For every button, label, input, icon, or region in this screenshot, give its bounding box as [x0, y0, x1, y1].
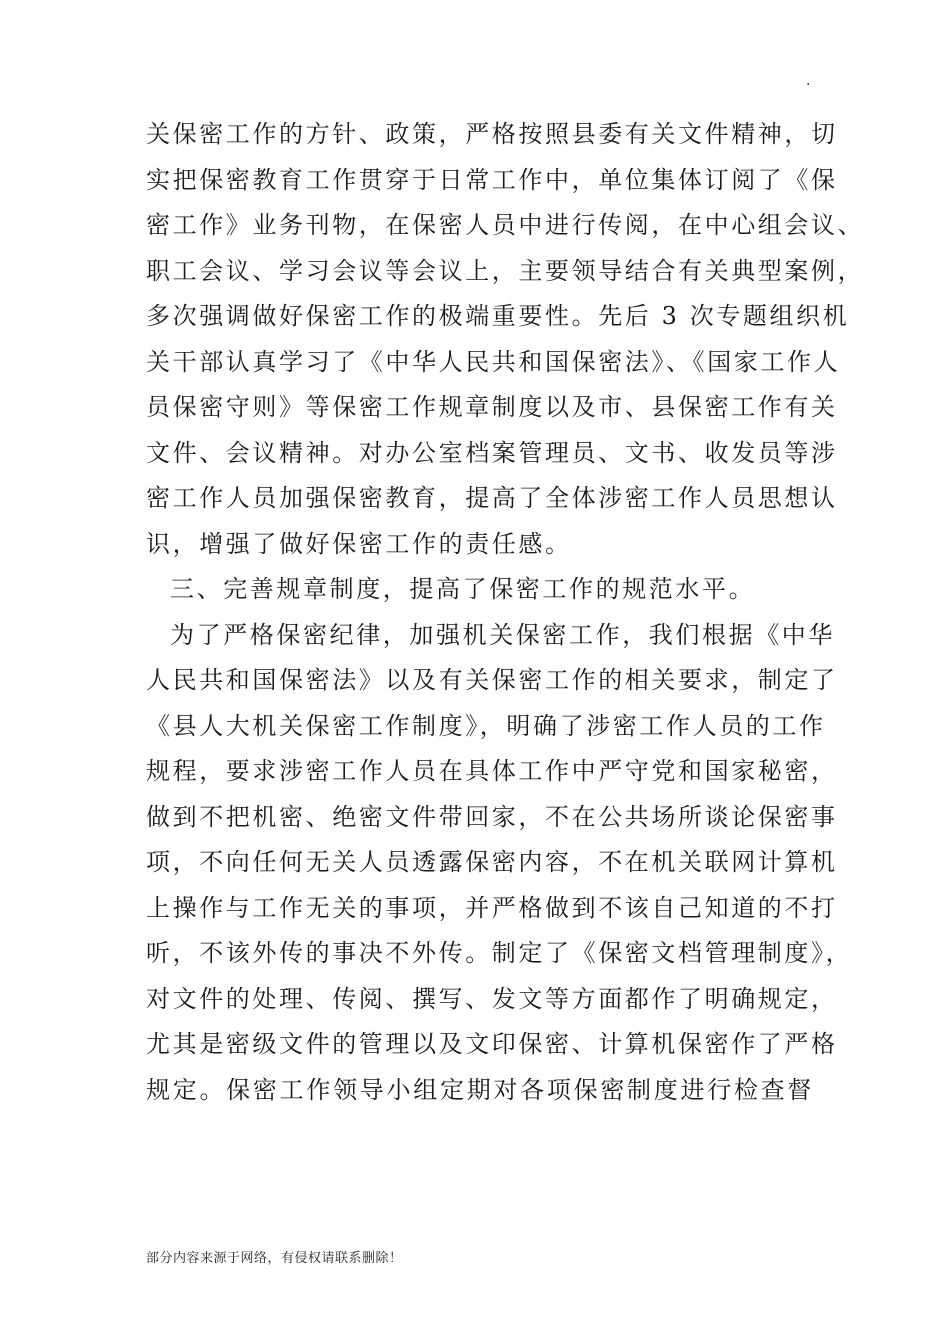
section-heading: 三、完善规章制度，提高了保密工作的规范水平。	[170, 575, 756, 603]
body-line-4: 职工会议、学习会议等会议上，主要领导结合有关典型案例，	[146, 256, 865, 285]
page-marker: .	[806, 73, 811, 89]
body-line-20: 对文件的处理、传阅、撰写、发文等方面都作了明确规定，	[146, 984, 838, 1013]
body-line-2: 实把保密教育工作贯穿于日常工作中，单位集体订阅了《保	[146, 165, 838, 194]
body-line-15: 规程，要求涉密工作人员在具体工作中严守党和国家秘密，	[146, 757, 838, 785]
body-line-17: 项，不向任何无关人员透露保密内容，不在机关联网计算机	[146, 848, 838, 876]
document-body	[146, 112, 865, 1113]
footer-disclaimer: 部分内容来源于网络，有侵权请联系删除！	[146, 1251, 403, 1266]
body-line-9: 密工作人员加强保密教育，提高了全体涉密工作人员思想认	[146, 484, 838, 512]
body-line-18: 上操作与工作无关的事项，并严格做到不该自己知道的不打	[146, 893, 838, 922]
body-line-1: 关保密工作的方针、政策，严格按照县委有关文件精神，切	[146, 120, 838, 148]
body-line-12: 为了严格保密纪律，加强机关保密工作，我们根据《中华	[170, 620, 835, 649]
body-line-19: 听，不该外传的事决不外传。制定了《保密文档管理制度》，	[146, 939, 853, 967]
body-line-22: 规定。保密工作领导小组定期对各项保密制度进行检查督	[146, 1075, 814, 1104]
body-line-21: 尤其是密级文件的管理以及文印保密、计算机保密作了严格	[146, 1030, 838, 1058]
body-line-16: 做到不把机密、绝密文件带回家，不在公共场所谈论保密事	[146, 802, 838, 831]
body-line-13: 人民共和国保密法》以及有关保密工作的相关要求，制定了	[146, 666, 838, 694]
body-line-7: 员保密守则》等保密工作规章制度以及市、县保密工作有关	[146, 393, 838, 421]
body-line-10: 识，增强了做好保密工作的责任感。	[146, 529, 572, 558]
body-line-6: 关干部认真学习了《中华人民共和国保密法》、《国家工作人	[146, 347, 841, 376]
body-line-5: 多次强调做好保密工作的极端重要性。先后 3 次专题组织机	[146, 302, 850, 330]
body-line-8: 文件、会议精神。对办公室档案管理员、文书、收发员等涉	[146, 438, 838, 467]
body-line-3: 密工作》业务刊物，在保密人员中进行传阅，在中心组会议、	[146, 211, 865, 239]
body-line-14: 《县人大机关保密工作制度》，明确了涉密工作人员的工作	[146, 711, 826, 740]
